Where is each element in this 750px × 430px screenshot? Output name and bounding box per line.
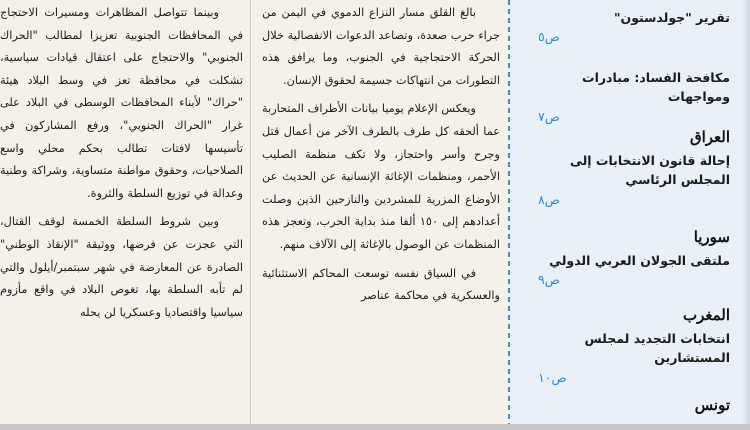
toc-page-ref: ص٩ bbox=[538, 272, 560, 288]
toc-item-title: انتخابات التجديد لمجلس المستشارين bbox=[584, 330, 730, 366]
middle-paragraph-2: ويعكس الإعلام يوميا بيانات الأطراف المتحاربة عما ألحقه كل طرف بالطرف الآخر من أعمال قتل وجرح وأسر واحتجاز، ولا تكف منظمة الصليب الأحمر، ومنظمات الإغاثة الإنسانية عن الحديث عن الأوضاع المزرية للمشردين والنازحين الذين وصلت أعدادهم إلى ١٥٠ ألفا منذ بداية الحرب، وتعجز هذه المنظمات عن الوصول بالإغاثة إلى الآلاف منهم. bbox=[262, 102, 500, 251]
toc-entry-syria[interactable] bbox=[520, 228, 730, 287]
toc-item-title: تقرير "جولدستون" bbox=[614, 10, 730, 25]
article-column-left bbox=[0, 0, 243, 430]
toc-page-ref: ص١٠ bbox=[538, 369, 567, 385]
toc-entry-tunisia[interactable] bbox=[520, 396, 730, 419]
column-gutter bbox=[250, 0, 251, 430]
toc-entry-goldstone[interactable] bbox=[520, 8, 730, 44]
toc-item-title: ملتقى الجولان العربي الدولي bbox=[549, 252, 730, 268]
toc-page-ref: ص٧ bbox=[538, 108, 560, 124]
toc-page-ref: ص٨ bbox=[538, 191, 560, 207]
toc-section-heading: تونس bbox=[694, 396, 730, 414]
toc-item-title: إحالة قانون الانتخابات إلى المجلس الرئاسي bbox=[569, 152, 730, 188]
page-bottom-edge bbox=[0, 424, 750, 430]
middle-paragraph-1: بالغ القلق مسار النزاع الدموي في اليمن من جراء حرب صعدة، وتصاعد الدعوات الانفصالية خلال الحركة الاحتجاجية في الجنوب، وما يرافق هذه التطورات من انتهاكات جسيمة لحقوق الإنسان. bbox=[262, 6, 500, 87]
toc-section-heading: سوريا bbox=[693, 228, 730, 246]
toc-page-ref: ص٥ bbox=[538, 29, 560, 45]
toc-entry-iraq[interactable] bbox=[520, 128, 730, 207]
toc-entry-anti-corruption[interactable] bbox=[520, 68, 730, 124]
left-paragraph-1: وبينما تتواصل المظاهرات ومسيرات الاحتجاج في المحافظات الجنوبية تعزيزا لمطالب "الحراك الجنوبي" والاحتجاج على اعتقال قيادات سياسية، تشكلت في محافظة تعز في وسط البلاد هيئة "حراك" لأبناء المحافظات الوسطى في البلاد على غرار "الحراك الجنوبي"، ورفع المشاركون في تأسيسها لافتات تطالب بحكم محلي واسع الصلاحيات، وحقوق مواطنة متساوية، وشراكة وطنية وعدالة في توزيع السلطة والثروة. bbox=[0, 6, 243, 200]
toc-item-title: مكافحة الفساد: مبادرات ومواجهات bbox=[582, 70, 730, 105]
left-paragraph-2: وبين شروط السلطة الخمسة لوقف القتال، التي عجزت عن فرضها، ووثيقة "الإنقاذ الوطني" الصادرة عن المعارضة في شهر سبتمبر/أيلول والتي لم تأبه السلطة بها، تغوص البلاد في واقع مأزوم سياسيا واقتصاديا وعسكريا لن يحله bbox=[0, 215, 243, 319]
middle-paragraph-3: في السياق نفسه توسعت المحاكم الاستثنائية والعسكرية في محاكمة عناصر bbox=[262, 266, 500, 303]
article-column-middle bbox=[262, 0, 500, 430]
toc-section-heading: المغرب bbox=[682, 306, 730, 324]
toc-section-heading: العراق bbox=[689, 128, 730, 146]
page-edge-shadow bbox=[742, 0, 750, 430]
table-of-contents-sidebar bbox=[510, 0, 750, 430]
toc-entry-morocco[interactable] bbox=[520, 306, 730, 385]
